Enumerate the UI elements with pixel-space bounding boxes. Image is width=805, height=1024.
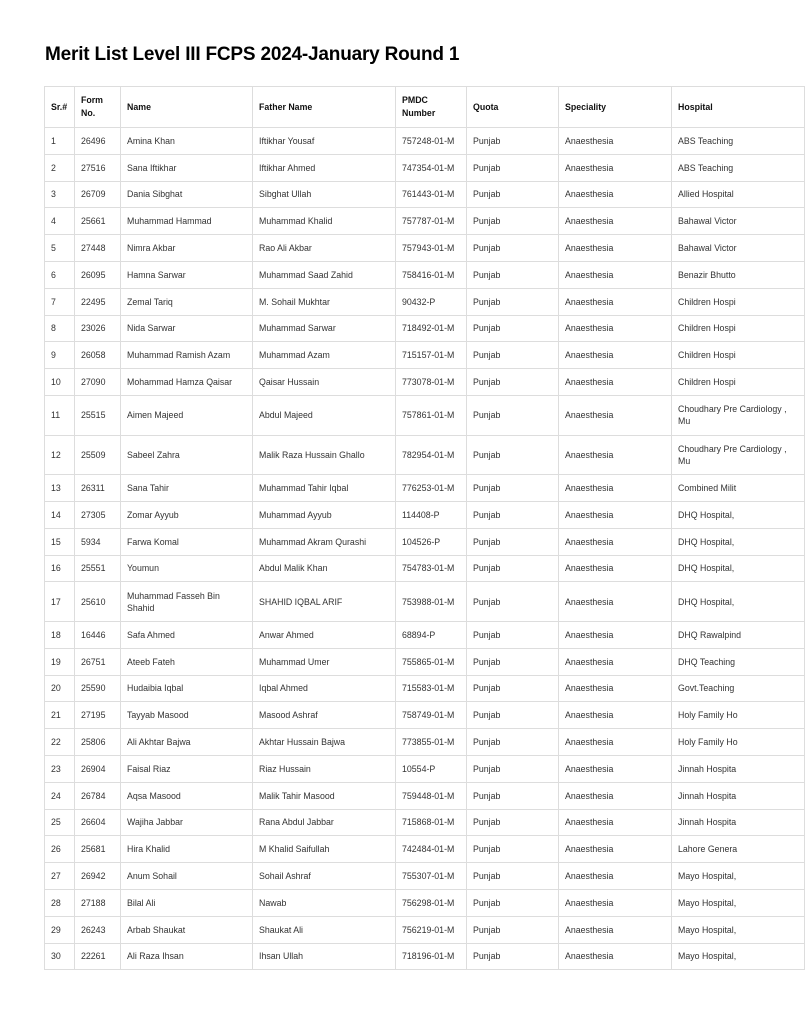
table-row — [45, 809, 805, 836]
table-row — [45, 501, 805, 528]
table-row — [45, 702, 805, 729]
cell-speciality: Anaesthesia — [559, 582, 672, 622]
cell-pmdc-number: 757787-01-M — [396, 208, 467, 235]
cell-sr: 15 — [45, 528, 75, 555]
cell-name: Sana Iftikhar — [121, 154, 253, 181]
cell-speciality: Anaesthesia — [559, 555, 672, 582]
table-row — [45, 154, 805, 181]
cell-sr: 13 — [45, 475, 75, 502]
cell-quota: Punjab — [467, 809, 559, 836]
cell-quota: Punjab — [467, 729, 559, 756]
cell-speciality: Anaesthesia — [559, 528, 672, 555]
merit-table-container — [44, 86, 787, 970]
table-row — [45, 621, 805, 648]
cell-father-name: Muhammad Ayyub — [253, 501, 396, 528]
cell-father-name: Masood Ashraf — [253, 702, 396, 729]
cell-speciality: Anaesthesia — [559, 943, 672, 970]
cell-pmdc-number: 10554-P — [396, 755, 467, 782]
table-row — [45, 369, 805, 396]
cell-sr: 4 — [45, 208, 75, 235]
cell-speciality: Anaesthesia — [559, 154, 672, 181]
table-row — [45, 943, 805, 970]
table-row — [45, 208, 805, 235]
cell-speciality: Anaesthesia — [559, 475, 672, 502]
cell-speciality: Anaesthesia — [559, 288, 672, 315]
cell-pmdc-number: 742484-01-M — [396, 836, 467, 863]
cell-pmdc-number: 104526-P — [396, 528, 467, 555]
column-header-hospital: Hospital — [672, 87, 805, 128]
cell-pmdc-number: 758749-01-M — [396, 702, 467, 729]
cell-father-name: Qaisar Hussain — [253, 369, 396, 396]
cell-name: Arbab Shaukat — [121, 916, 253, 943]
cell-sr: 24 — [45, 782, 75, 809]
cell-speciality: Anaesthesia — [559, 621, 672, 648]
cell-hospital: DHQ Hospital, — [672, 555, 805, 582]
cell-form-no: 26604 — [75, 809, 121, 836]
column-header-speciality: Speciality — [559, 87, 672, 128]
cell-quota: Punjab — [467, 889, 559, 916]
cell-name: Aimen Majeed — [121, 395, 253, 435]
cell-sr: 18 — [45, 621, 75, 648]
cell-hospital: Holy Family Ho — [672, 702, 805, 729]
table-row — [45, 261, 805, 288]
cell-speciality: Anaesthesia — [559, 702, 672, 729]
cell-form-no: 25610 — [75, 582, 121, 622]
cell-name: Ateeb Fateh — [121, 648, 253, 675]
cell-name: Hudaibia Iqbal — [121, 675, 253, 702]
cell-father-name: Shaukat Ali — [253, 916, 396, 943]
cell-pmdc-number: 755307-01-M — [396, 863, 467, 890]
cell-pmdc-number: 90432-P — [396, 288, 467, 315]
cell-form-no: 5934 — [75, 528, 121, 555]
cell-quota: Punjab — [467, 208, 559, 235]
cell-father-name: Muhammad Sarwar — [253, 315, 396, 342]
cell-form-no: 27516 — [75, 154, 121, 181]
cell-hospital: Children Hospi — [672, 288, 805, 315]
cell-pmdc-number: 114408-P — [396, 501, 467, 528]
cell-name: Faisal Riaz — [121, 755, 253, 782]
cell-pmdc-number: 718196-01-M — [396, 943, 467, 970]
table-row — [45, 528, 805, 555]
cell-father-name: Anwar Ahmed — [253, 621, 396, 648]
cell-quota: Punjab — [467, 528, 559, 555]
cell-form-no: 23026 — [75, 315, 121, 342]
cell-quota: Punjab — [467, 342, 559, 369]
table-row — [45, 755, 805, 782]
table-row — [45, 395, 805, 435]
cell-pmdc-number: 757943-01-M — [396, 235, 467, 262]
cell-father-name: Muhammad Khalid — [253, 208, 396, 235]
cell-name: Farwa Komal — [121, 528, 253, 555]
cell-sr: 7 — [45, 288, 75, 315]
cell-pmdc-number: 758416-01-M — [396, 261, 467, 288]
cell-father-name: Muhammad Umer — [253, 648, 396, 675]
cell-hospital: DHQ Rawalpind — [672, 621, 805, 648]
cell-sr: 3 — [45, 181, 75, 208]
cell-hospital: Mayo Hospital, — [672, 916, 805, 943]
table-row — [45, 836, 805, 863]
cell-name: Sabeel Zahra — [121, 435, 253, 475]
cell-hospital: Mayo Hospital, — [672, 863, 805, 890]
table-row — [45, 555, 805, 582]
cell-father-name: Rana Abdul Jabbar — [253, 809, 396, 836]
cell-sr: 10 — [45, 369, 75, 396]
cell-form-no: 25681 — [75, 836, 121, 863]
cell-name: Nimra Akbar — [121, 235, 253, 262]
cell-sr: 19 — [45, 648, 75, 675]
cell-father-name: Iftikhar Ahmed — [253, 154, 396, 181]
cell-hospital: Holy Family Ho — [672, 729, 805, 756]
table-row — [45, 128, 805, 155]
cell-name: Muhammad Ramish Azam — [121, 342, 253, 369]
cell-pmdc-number: 761443-01-M — [396, 181, 467, 208]
cell-name: Zomar Ayyub — [121, 501, 253, 528]
cell-hospital: DHQ Hospital, — [672, 528, 805, 555]
cell-quota: Punjab — [467, 582, 559, 622]
table-row — [45, 181, 805, 208]
cell-quota: Punjab — [467, 675, 559, 702]
cell-form-no: 27090 — [75, 369, 121, 396]
column-header-sr: Sr.# — [45, 87, 75, 128]
cell-name: Ali Akhtar Bajwa — [121, 729, 253, 756]
column-header-form-no: Form No. — [75, 87, 121, 128]
cell-quota: Punjab — [467, 943, 559, 970]
cell-quota: Punjab — [467, 235, 559, 262]
cell-father-name: Abdul Majeed — [253, 395, 396, 435]
column-header-father-name: Father Name — [253, 87, 396, 128]
cell-pmdc-number: 715868-01-M — [396, 809, 467, 836]
cell-speciality: Anaesthesia — [559, 128, 672, 155]
cell-speciality: Anaesthesia — [559, 809, 672, 836]
cell-pmdc-number: 755865-01-M — [396, 648, 467, 675]
cell-sr: 26 — [45, 836, 75, 863]
cell-name: Tayyab Masood — [121, 702, 253, 729]
cell-sr: 20 — [45, 675, 75, 702]
cell-name: Sana Tahir — [121, 475, 253, 502]
cell-name: Mohammad Hamza Qaisar — [121, 369, 253, 396]
table-row — [45, 315, 805, 342]
cell-sr: 14 — [45, 501, 75, 528]
cell-pmdc-number: 756298-01-M — [396, 889, 467, 916]
cell-name: Safa Ahmed — [121, 621, 253, 648]
cell-quota: Punjab — [467, 435, 559, 475]
page-title: Merit List Level III FCPS 2024-January Round 1 — [45, 44, 460, 65]
cell-speciality: Anaesthesia — [559, 648, 672, 675]
cell-quota: Punjab — [467, 181, 559, 208]
cell-father-name: Muhammad Akram Qurashi — [253, 528, 396, 555]
cell-hospital: Combined Milit — [672, 475, 805, 502]
cell-form-no: 26243 — [75, 916, 121, 943]
cell-quota: Punjab — [467, 916, 559, 943]
cell-form-no: 25806 — [75, 729, 121, 756]
cell-pmdc-number: 718492-01-M — [396, 315, 467, 342]
cell-speciality: Anaesthesia — [559, 435, 672, 475]
cell-pmdc-number: 782954-01-M — [396, 435, 467, 475]
cell-form-no: 25551 — [75, 555, 121, 582]
cell-quota: Punjab — [467, 555, 559, 582]
cell-hospital: ABS Teaching — [672, 154, 805, 181]
cell-sr: 12 — [45, 435, 75, 475]
cell-hospital: Govt.Teaching — [672, 675, 805, 702]
table-body — [45, 128, 805, 970]
cell-hospital: Benazir Bhutto — [672, 261, 805, 288]
cell-hospital: Choudhary Pre Cardiology , Mu — [672, 435, 805, 475]
cell-sr: 29 — [45, 916, 75, 943]
cell-name: Youmun — [121, 555, 253, 582]
cell-pmdc-number: 757248-01-M — [396, 128, 467, 155]
cell-father-name: Iftikhar Yousaf — [253, 128, 396, 155]
cell-pmdc-number: 715157-01-M — [396, 342, 467, 369]
cell-speciality: Anaesthesia — [559, 235, 672, 262]
cell-form-no: 25590 — [75, 675, 121, 702]
cell-quota: Punjab — [467, 315, 559, 342]
cell-father-name: Malik Tahir Masood — [253, 782, 396, 809]
cell-form-no: 27448 — [75, 235, 121, 262]
cell-quota: Punjab — [467, 621, 559, 648]
cell-father-name: Sibghat Ullah — [253, 181, 396, 208]
cell-sr: 22 — [45, 729, 75, 756]
cell-speciality: Anaesthesia — [559, 181, 672, 208]
table-row — [45, 648, 805, 675]
cell-name: Muhammad Hammad — [121, 208, 253, 235]
cell-pmdc-number: 757861-01-M — [396, 395, 467, 435]
cell-form-no: 27188 — [75, 889, 121, 916]
cell-speciality: Anaesthesia — [559, 863, 672, 890]
cell-quota: Punjab — [467, 288, 559, 315]
cell-speciality: Anaesthesia — [559, 755, 672, 782]
cell-quota: Punjab — [467, 128, 559, 155]
cell-quota: Punjab — [467, 154, 559, 181]
cell-quota: Punjab — [467, 836, 559, 863]
cell-speciality: Anaesthesia — [559, 395, 672, 435]
cell-name: Ali Raza Ihsan — [121, 943, 253, 970]
cell-hospital: Choudhary Pre Cardiology , Mu — [672, 395, 805, 435]
cell-sr: 5 — [45, 235, 75, 262]
cell-father-name: Abdul Malik Khan — [253, 555, 396, 582]
cell-form-no: 25661 — [75, 208, 121, 235]
cell-form-no: 25515 — [75, 395, 121, 435]
table-row — [45, 916, 805, 943]
cell-speciality: Anaesthesia — [559, 315, 672, 342]
cell-sr: 30 — [45, 943, 75, 970]
table-row — [45, 235, 805, 262]
cell-hospital: Bahawal Victor — [672, 208, 805, 235]
table-row — [45, 675, 805, 702]
cell-form-no: 26496 — [75, 128, 121, 155]
cell-form-no: 26784 — [75, 782, 121, 809]
cell-father-name: Ihsan Ullah — [253, 943, 396, 970]
cell-hospital: Allied Hospital — [672, 181, 805, 208]
cell-quota: Punjab — [467, 501, 559, 528]
cell-form-no: 22495 — [75, 288, 121, 315]
cell-pmdc-number: 776253-01-M — [396, 475, 467, 502]
cell-hospital: Mayo Hospital, — [672, 943, 805, 970]
column-header-name: Name — [121, 87, 253, 128]
cell-sr: 9 — [45, 342, 75, 369]
cell-hospital: Lahore Genera — [672, 836, 805, 863]
cell-speciality: Anaesthesia — [559, 208, 672, 235]
cell-speciality: Anaesthesia — [559, 501, 672, 528]
cell-father-name: Muhammad Saad Zahid — [253, 261, 396, 288]
cell-quota: Punjab — [467, 702, 559, 729]
cell-speciality: Anaesthesia — [559, 342, 672, 369]
table-row — [45, 782, 805, 809]
cell-pmdc-number: 773855-01-M — [396, 729, 467, 756]
cell-pmdc-number: 68894-P — [396, 621, 467, 648]
cell-name: Bilal Ali — [121, 889, 253, 916]
cell-sr: 25 — [45, 809, 75, 836]
cell-form-no: 26709 — [75, 181, 121, 208]
cell-form-no: 27195 — [75, 702, 121, 729]
cell-form-no: 26095 — [75, 261, 121, 288]
table-row — [45, 729, 805, 756]
table-row — [45, 582, 805, 622]
cell-father-name: Iqbal Ahmed — [253, 675, 396, 702]
cell-father-name: Riaz Hussain — [253, 755, 396, 782]
column-header-quota: Quota — [467, 87, 559, 128]
cell-sr: 17 — [45, 582, 75, 622]
cell-sr: 16 — [45, 555, 75, 582]
cell-quota: Punjab — [467, 782, 559, 809]
cell-speciality: Anaesthesia — [559, 782, 672, 809]
cell-speciality: Anaesthesia — [559, 889, 672, 916]
cell-sr: 1 — [45, 128, 75, 155]
cell-quota: Punjab — [467, 369, 559, 396]
cell-sr: 23 — [45, 755, 75, 782]
cell-hospital: Children Hospi — [672, 315, 805, 342]
cell-name: Zemal Tariq — [121, 288, 253, 315]
cell-form-no: 26942 — [75, 863, 121, 890]
cell-father-name: Rao Ali Akbar — [253, 235, 396, 262]
cell-hospital: DHQ Hospital, — [672, 501, 805, 528]
merit-table — [44, 86, 805, 970]
cell-name: Hamna Sarwar — [121, 261, 253, 288]
cell-quota: Punjab — [467, 863, 559, 890]
cell-pmdc-number: 759448-01-M — [396, 782, 467, 809]
table-row — [45, 288, 805, 315]
cell-form-no: 26904 — [75, 755, 121, 782]
cell-sr: 27 — [45, 863, 75, 890]
cell-quota: Punjab — [467, 395, 559, 435]
cell-name: Muhammad Fasseh Bin Shahid — [121, 582, 253, 622]
cell-sr: 2 — [45, 154, 75, 181]
cell-pmdc-number: 754783-01-M — [396, 555, 467, 582]
cell-name: Nida Sarwar — [121, 315, 253, 342]
cell-form-no: 25509 — [75, 435, 121, 475]
cell-name: Anum Sohail — [121, 863, 253, 890]
cell-pmdc-number: 715583-01-M — [396, 675, 467, 702]
cell-name: Hira Khalid — [121, 836, 253, 863]
cell-sr: 21 — [45, 702, 75, 729]
cell-hospital: DHQ Hospital, — [672, 582, 805, 622]
cell-father-name: Akhtar Hussain Bajwa — [253, 729, 396, 756]
cell-hospital: ABS Teaching — [672, 128, 805, 155]
cell-hospital: Mayo Hospital, — [672, 889, 805, 916]
cell-pmdc-number: 756219-01-M — [396, 916, 467, 943]
cell-name: Amina Khan — [121, 128, 253, 155]
cell-hospital: Children Hospi — [672, 342, 805, 369]
table-row — [45, 435, 805, 475]
table-row — [45, 863, 805, 890]
cell-father-name: Nawab — [253, 889, 396, 916]
table-row — [45, 475, 805, 502]
cell-speciality: Anaesthesia — [559, 261, 672, 288]
cell-quota: Punjab — [467, 648, 559, 675]
table-row — [45, 889, 805, 916]
cell-form-no: 27305 — [75, 501, 121, 528]
cell-sr: 11 — [45, 395, 75, 435]
cell-father-name: SHAHID IQBAL ARIF — [253, 582, 396, 622]
cell-name: Dania Sibghat — [121, 181, 253, 208]
cell-name: Wajiha Jabbar — [121, 809, 253, 836]
cell-sr: 6 — [45, 261, 75, 288]
cell-father-name: Muhammad Azam — [253, 342, 396, 369]
table-row — [45, 342, 805, 369]
cell-sr: 28 — [45, 889, 75, 916]
cell-father-name: M Khalid Saifullah — [253, 836, 396, 863]
cell-speciality: Anaesthesia — [559, 729, 672, 756]
cell-pmdc-number: 747354-01-M — [396, 154, 467, 181]
cell-pmdc-number: 773078-01-M — [396, 369, 467, 396]
cell-hospital: DHQ Teaching — [672, 648, 805, 675]
cell-quota: Punjab — [467, 755, 559, 782]
column-header-pmdc-number: PMDC Number — [396, 87, 467, 128]
cell-hospital: Jinnah Hospita — [672, 809, 805, 836]
cell-form-no: 22261 — [75, 943, 121, 970]
cell-speciality: Anaesthesia — [559, 369, 672, 396]
cell-quota: Punjab — [467, 475, 559, 502]
cell-hospital: Jinnah Hospita — [672, 782, 805, 809]
cell-form-no: 26751 — [75, 648, 121, 675]
cell-hospital: Bahawal Victor — [672, 235, 805, 262]
cell-speciality: Anaesthesia — [559, 836, 672, 863]
cell-father-name: M. Sohail Mukhtar — [253, 288, 396, 315]
cell-speciality: Anaesthesia — [559, 675, 672, 702]
cell-father-name: Muhammad Tahir Iqbal — [253, 475, 396, 502]
cell-quota: Punjab — [467, 261, 559, 288]
cell-pmdc-number: 753988-01-M — [396, 582, 467, 622]
cell-form-no: 26058 — [75, 342, 121, 369]
cell-name: Aqsa Masood — [121, 782, 253, 809]
cell-father-name: Malik Raza Hussain Ghallo — [253, 435, 396, 475]
cell-hospital: Jinnah Hospita — [672, 755, 805, 782]
table-header-row — [45, 87, 805, 128]
cell-form-no: 16446 — [75, 621, 121, 648]
cell-father-name: Sohail Ashraf — [253, 863, 396, 890]
cell-hospital: Children Hospi — [672, 369, 805, 396]
cell-form-no: 26311 — [75, 475, 121, 502]
cell-sr: 8 — [45, 315, 75, 342]
cell-speciality: Anaesthesia — [559, 916, 672, 943]
